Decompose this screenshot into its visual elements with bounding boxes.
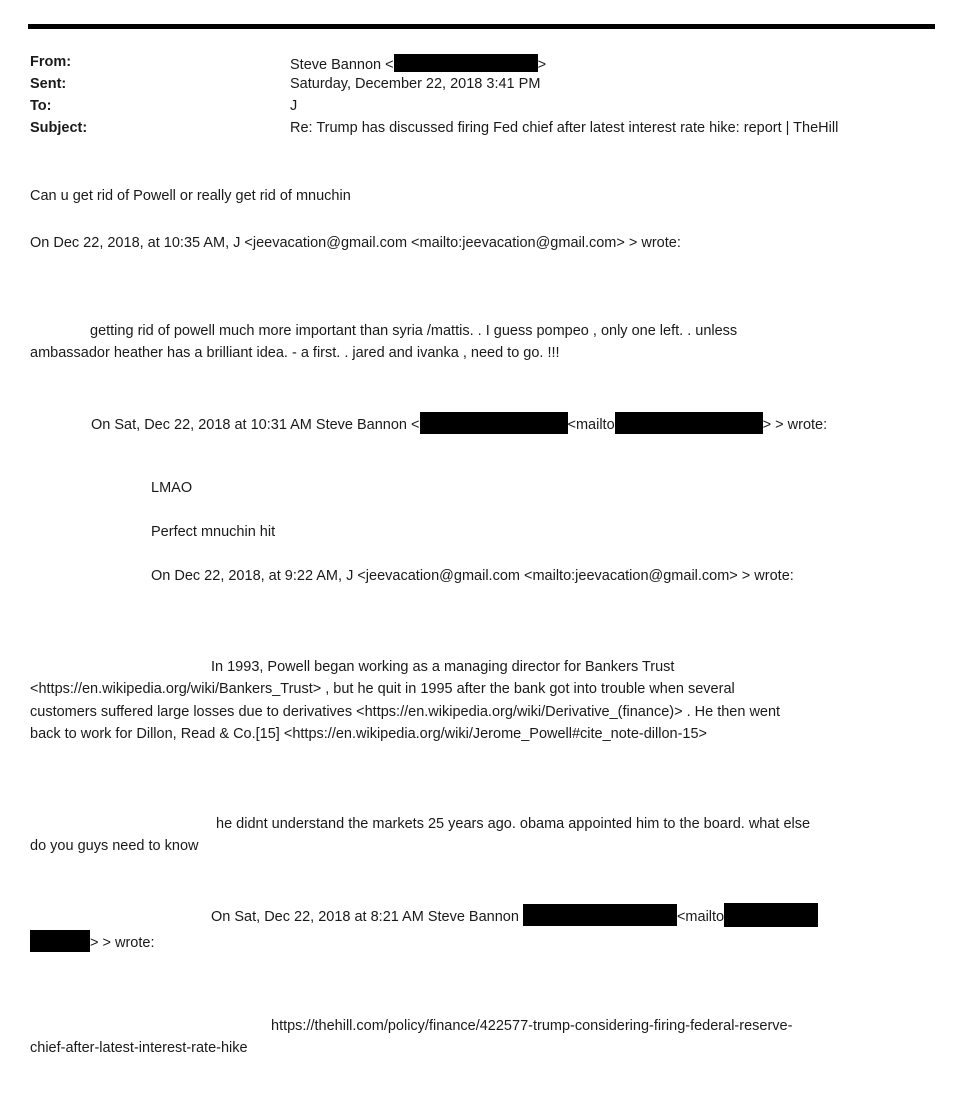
quote-header-text: > > wrote:: [90, 935, 155, 951]
from-name: Steve Bannon <: [290, 57, 394, 73]
from-value: [290, 54, 546, 73]
redaction-box: [724, 903, 818, 927]
redaction-box: [523, 904, 677, 926]
sent-label: Sent:: [30, 76, 67, 92]
redaction-box: [615, 412, 763, 434]
quoted-message-line: ambassador heather has a brilliant idea. - a first. . jared and ivanka , need to go. !!!: [30, 345, 560, 361]
quote-header: [30, 930, 154, 952]
quote-header: [91, 412, 827, 434]
quoted-message-line: Perfect mnuchin hit: [151, 524, 276, 540]
quote-header-text: <mailto: [567, 417, 615, 433]
quote-header-text: On Sat, Dec 22, 2018 at 10:31 AM Steve Bannon <: [91, 417, 420, 433]
quote-header: [211, 903, 818, 927]
sent-value: Saturday, December 22, 2018 3:41 PM: [290, 76, 541, 92]
link-line[interactable]: chief-after-latest-interest-rate-hike: [30, 1040, 248, 1056]
subject-value: Re: Trump has discussed firing Fed chief after latest interest rate hike: report | TheHill: [290, 120, 839, 136]
quoted-message-line: In 1993, Powell began working as a managing director for Bankers Trust: [211, 659, 675, 675]
quote-header-text: On Sat, Dec 22, 2018 at 8:21 AM Steve Bannon: [211, 909, 519, 925]
redaction-box: [420, 412, 568, 434]
reply-text: Can u get rid of Powell or really get rid of mnuchin: [30, 188, 351, 204]
subject-label: Subject:: [30, 120, 88, 136]
redaction-box: [30, 930, 90, 952]
quoted-message-line: he didnt understand the markets 25 years ago. obama appointed him to the board. what else: [216, 816, 811, 832]
quoted-message-line: customers suffered large losses due to derivatives <https://en.wikipedia.org/wiki/Derivative_(finance)> . He then went: [30, 704, 781, 720]
quote-header: On Dec 22, 2018, at 10:35 AM, J <jeevacation@gmail.com <mailto:jeevacation@gmail.com> > wrote:: [30, 235, 681, 251]
redaction-box: [394, 54, 538, 72]
quoted-message-line: LMAO: [151, 480, 193, 496]
header-top-rule: [28, 24, 935, 29]
quote-header-text: <mailto: [676, 909, 725, 925]
quoted-message-line: do you guys need to know: [30, 838, 199, 854]
quoted-message-line: back to work for Dillon, Read & Co.[15] <https://en.wikipedia.org/wiki/Jerome_Powell#cite_note-dillon-15>: [30, 726, 708, 742]
to-value: J: [290, 98, 298, 114]
quoted-message-line: <https://en.wikipedia.org/wiki/Bankers_Trust> , but he quit in 1995 after the bank got into trouble when several: [30, 681, 735, 697]
quote-header: On Dec 22, 2018, at 9:22 AM, J <jeevacation@gmail.com <mailto:jeevacation@gmail.com> > wrote:: [151, 568, 794, 584]
to-label: To:: [30, 98, 52, 114]
from-close: >: [537, 57, 547, 73]
from-label: From:: [30, 54, 72, 70]
link-line[interactable]: https://thehill.com/policy/finance/422577-trump-considering-firing-federal-reserve-: [271, 1018, 793, 1034]
quoted-message-line: getting rid of powell much more important than syria /mattis. . I guess pompeo , only one left. . unless: [90, 323, 738, 339]
quote-header-text: > > wrote:: [762, 417, 828, 433]
